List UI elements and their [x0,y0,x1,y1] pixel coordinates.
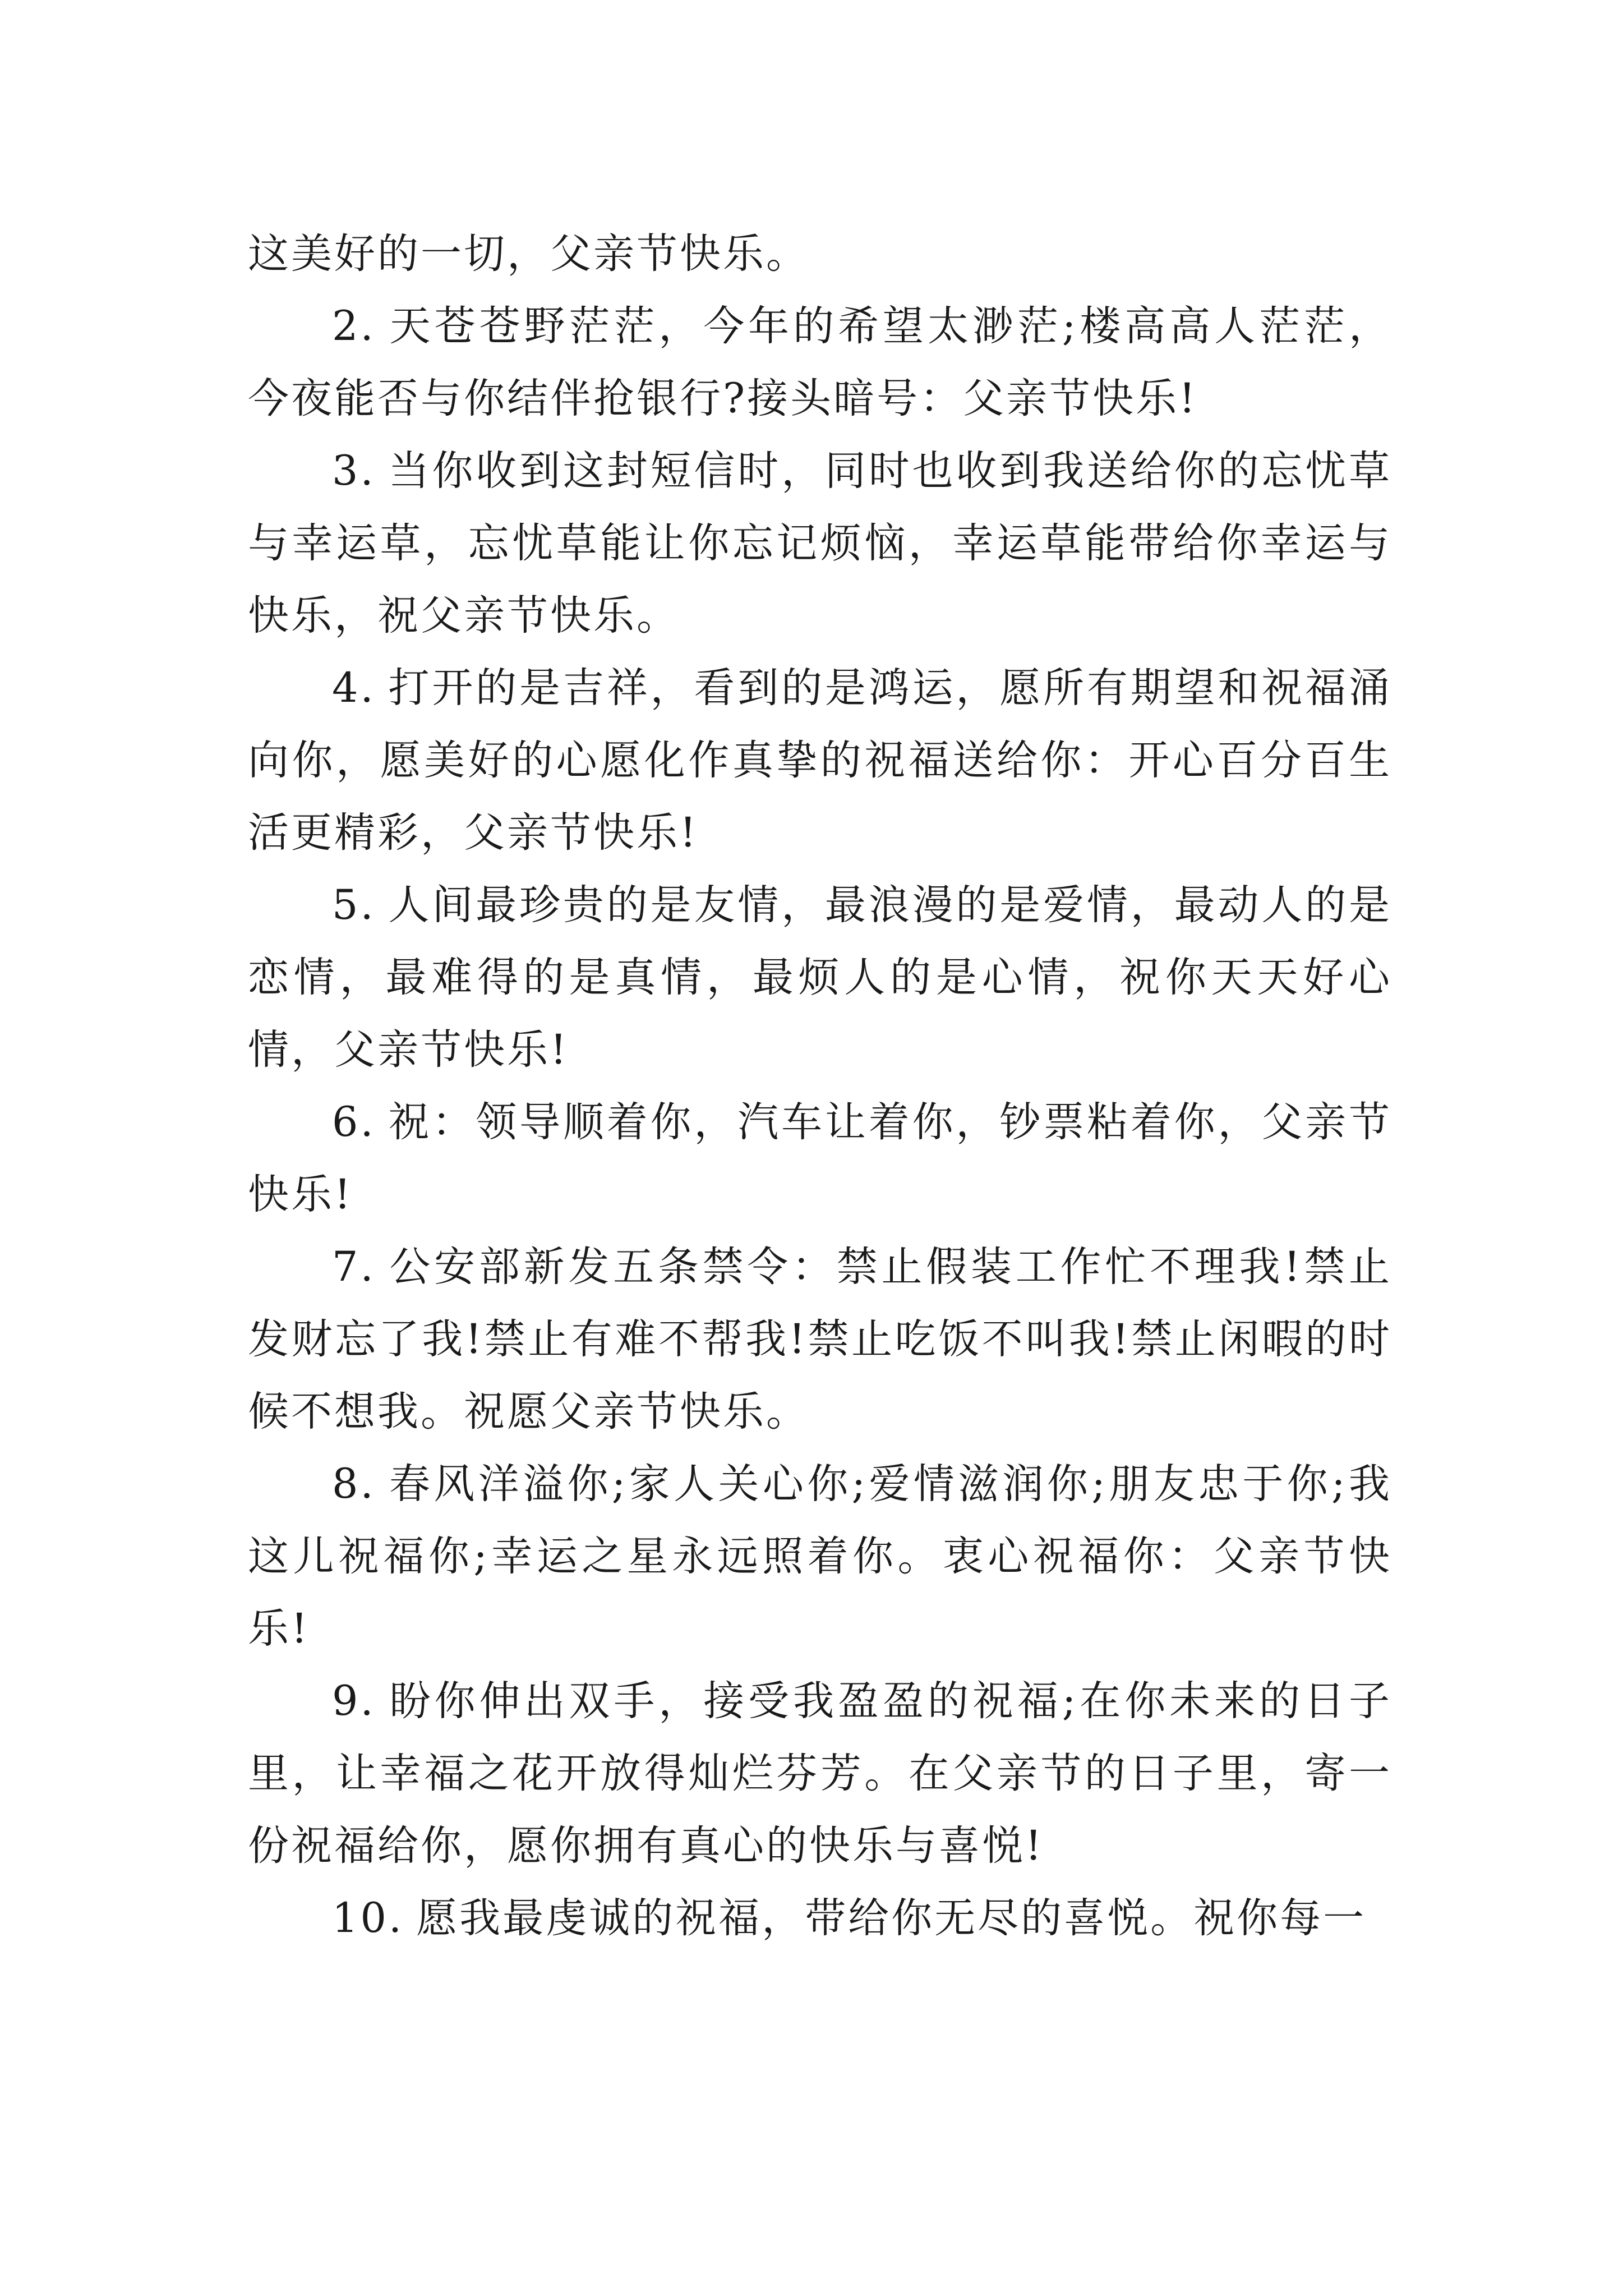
continuation-paragraph: 这美好的一切，父亲节快乐。 [248,230,809,278]
list-item [248,652,1392,869]
list-item [248,1882,1392,1954]
item-number: 5. [332,881,376,929]
item-text: 愿我最虔诚的祝福，带给你无尽的喜悦。祝你每一 [416,1894,1367,1942]
item-number: 7. [332,1243,376,1291]
item-number: 3. [332,447,376,495]
list-item [248,1665,1392,1882]
list-item [248,290,1392,435]
item-text: 人间最珍贵的是友情，最浪漫的是爱情，最动人的是恋情，最难得的是真情，最烦人的是心情，祝你天天好心情，父亲节快乐! [248,881,1392,1074]
item-text: 天苍苍野茫茫，今年的希望太渺茫;楼高高人茫茫，今夜能否与你结伴抢银行?接头暗号：父亲节快乐! [248,302,1392,422]
item-number: 6. [332,1098,376,1146]
list-item [248,1086,1392,1231]
item-text: 当你收到这封短信时，同时也收到我送给你的忘忧草与幸运草，忘忧草能让你忘记烦恼，幸运草能带给你幸运与快乐，祝父亲节快乐。 [248,447,1392,639]
item-number: 8. [332,1460,376,1508]
item-number: 10. [332,1894,404,1942]
list-item [248,869,1392,1086]
list-item [248,435,1392,652]
item-text: 春风洋溢你;家人关心你;爱情滋润你;朋友忠于你;我这儿祝福你;幸运之星永远照着你。衷心祝福你：父亲节快乐! [248,1460,1392,1653]
item-text: 公安部新发五条禁令：禁止假装工作忙不理我!禁止发财忘了我!禁止有难不帮我!禁止吃饭不叫我!禁止闲暇的时候不想我。祝愿父亲节快乐。 [248,1243,1392,1435]
item-number: 2. [332,302,376,350]
item-number: 9. [332,1677,376,1725]
item-text: 祝：领导顺着你，汽车让着你，钞票粘着你，父亲节快乐! [248,1098,1392,1218]
list-item [248,1448,1392,1665]
item-text: 盼你伸出双手，接受我盈盈的祝福;在你未来的日子里，让幸福之花开放得灿烂芬芳。在父亲节的日子里，寄一份祝福给你，愿你拥有真心的快乐与喜悦! [248,1677,1392,1870]
document-body [248,218,1392,1954]
item-number: 4. [332,664,376,712]
item-text: 打开的是吉祥，看到的是鸿运，愿所有期望和祝福涌向你，愿美好的心愿化作真挚的祝福送给你：开心百分百生活更精彩，父亲节快乐! [248,664,1392,857]
list-item [248,1231,1392,1448]
